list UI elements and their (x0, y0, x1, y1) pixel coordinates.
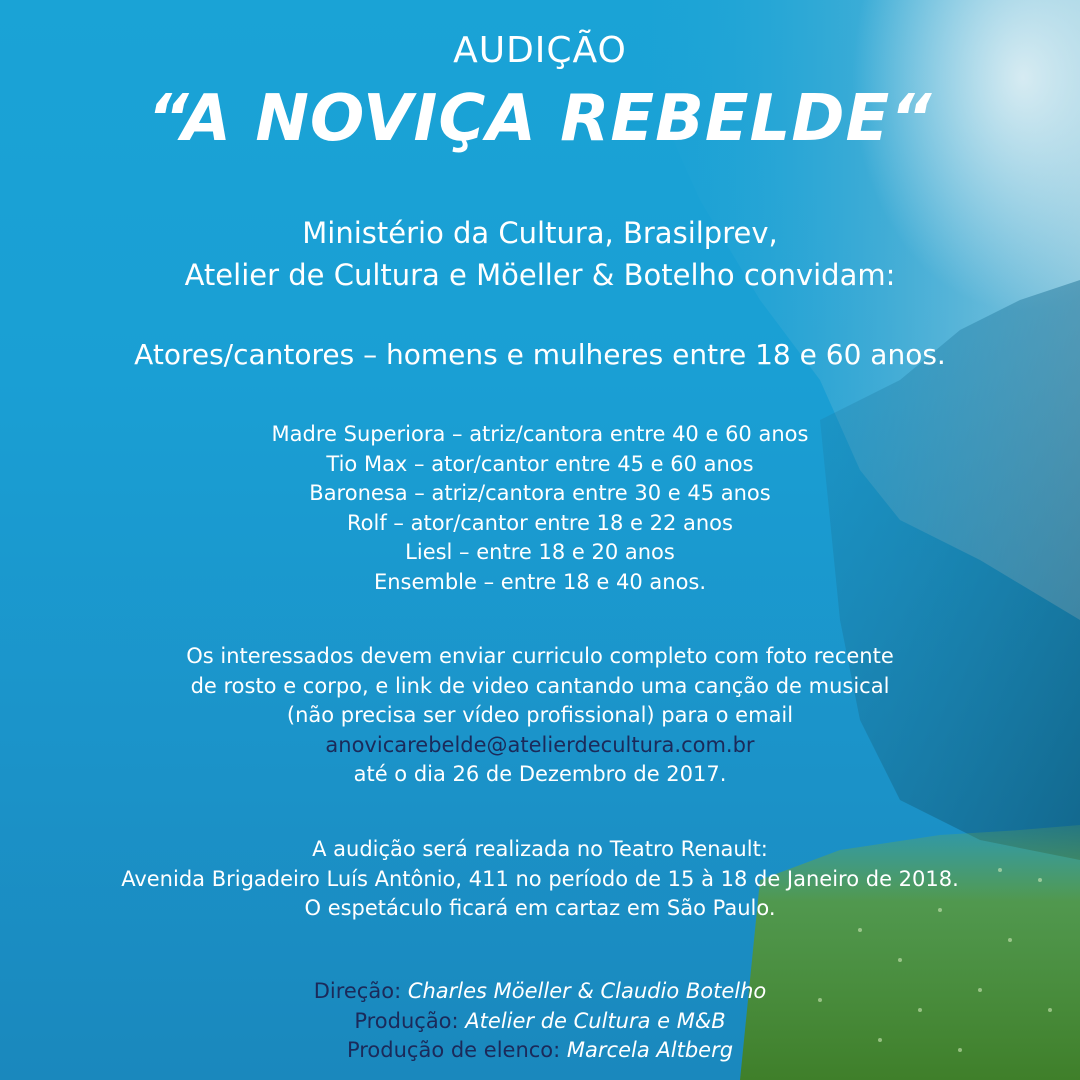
role-item: Rolf – ator/cantor entre 18 e 22 anos (347, 510, 733, 535)
instructions-line: Os interessados devem enviar curriculo completo com foto recente (186, 644, 894, 668)
intro-text (0, 212, 1080, 296)
credit-label: Direção: (313, 979, 402, 1003)
role-item: Baronesa – atriz/cantora entre 30 e 45 anos (309, 481, 771, 505)
email-link[interactable]: anovicarebelde@atelierdecultura.com.br (325, 732, 755, 757)
venue-line: A audição será realizada no Teatro Renault: (312, 837, 768, 861)
venue-line: O espetáculo ficará em cartaz em São Paulo. (304, 896, 776, 920)
venue-line: Avenida Brigadeiro Luís Antônio, 411 no período de 15 à 18 de Janeiro de 2018. (121, 866, 959, 891)
poster-title: “A NOVIÇA REBELDE“ (147, 82, 933, 156)
roles-list (0, 420, 1080, 597)
credits (0, 977, 1080, 1066)
instructions-line: (não precisa ser vídeo profissional) para o email (286, 703, 794, 727)
venue-text (0, 835, 1080, 924)
role-item: Liesl – entre 18 e 20 anos (405, 540, 675, 564)
intro-line: Atelier de Cultura e Möeller & Botelho convidam: (184, 258, 896, 292)
credit-casting (0, 1036, 1080, 1066)
audience-text: Atores/cantores – homens e mulheres entre 18 e 60 anos. (134, 338, 946, 371)
deadline-text: até o dia 26 de Dezembro de 2017. (353, 762, 727, 786)
intro-line: Ministério da Cultura, Brasilprev, (302, 216, 778, 250)
role-item: Ensemble – entre 18 e 40 anos. (373, 569, 707, 594)
credit-production (0, 1007, 1080, 1037)
credit-value: Marcela Altberg (566, 1038, 734, 1062)
instructions-text (0, 642, 1080, 790)
instructions-line: de rosto e corpo, e link de video cantando uma canção de musical (190, 673, 890, 698)
credit-label: Produção de elenco: (346, 1038, 561, 1062)
poster-kicker: AUDIÇÃO (453, 30, 627, 71)
credit-value: Charles Möeller & Claudio Botelho (407, 979, 767, 1003)
role-item: Madre Superiora – atriz/cantora entre 40 e 60 anos (271, 422, 809, 446)
credit-value: Atelier de Cultura e M&B (465, 1008, 726, 1033)
credit-label: Produção: (354, 1008, 459, 1033)
credit-direction (0, 977, 1080, 1007)
role-item: Tio Max – ator/cantor entre 45 e 60 anos (326, 451, 754, 476)
